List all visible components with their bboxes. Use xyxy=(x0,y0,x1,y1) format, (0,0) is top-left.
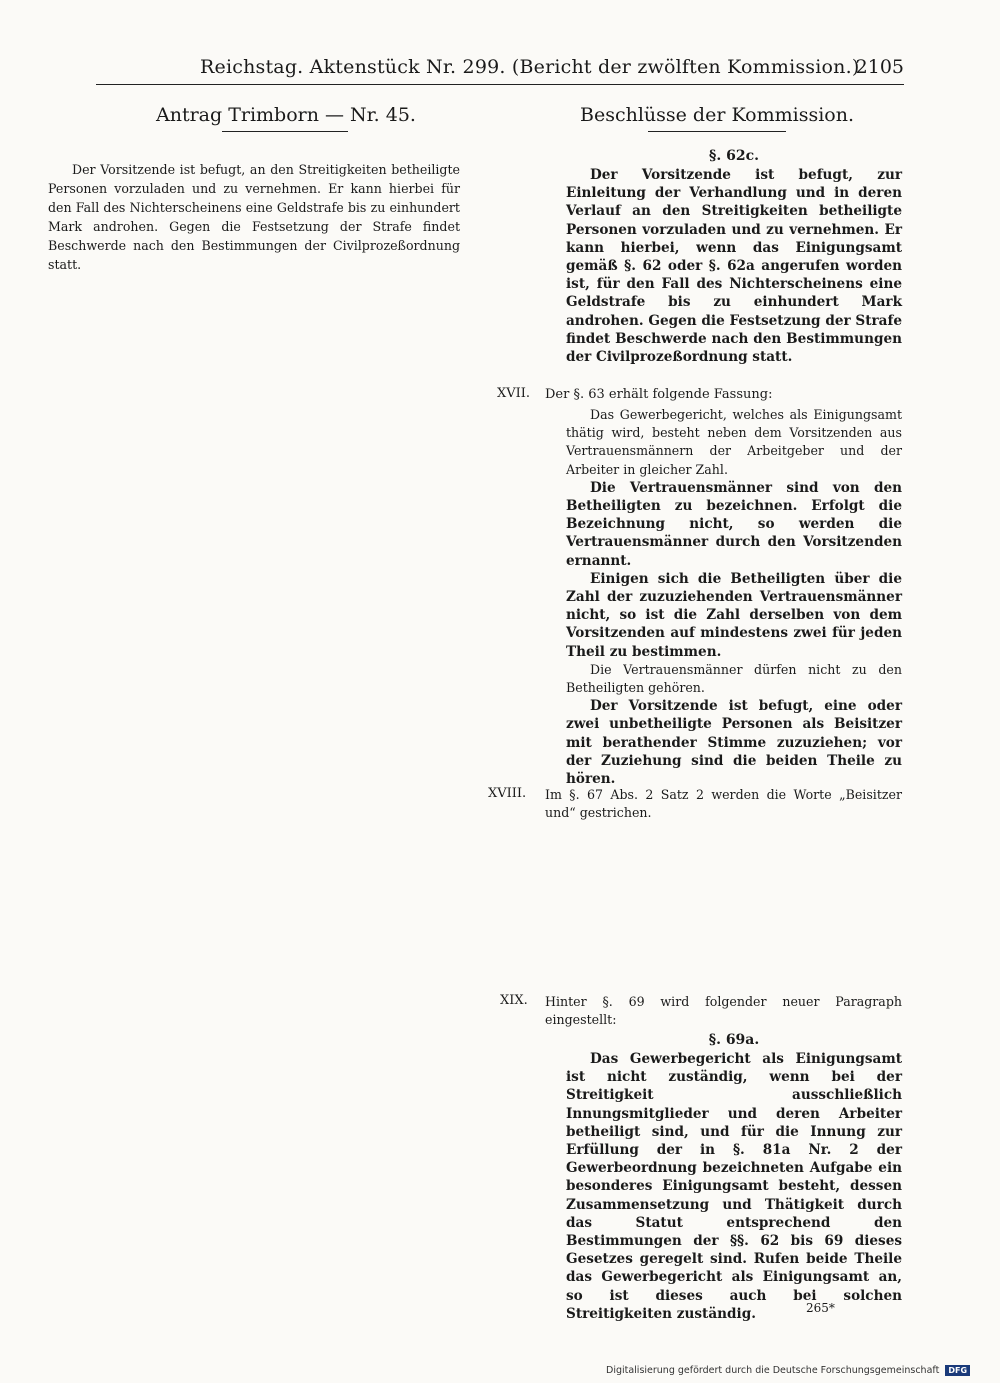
xvii-p1: Das Gewerbegericht, welches als Einigungsamt thätig wird, besteht neben dem Vorsitzenden aus Vertrauensmännern der Arbeitgeber und der Arbeiter in gleicher Zahl. xyxy=(566,407,902,477)
section-xix xyxy=(545,993,902,1029)
xvii-p3: Einigen sich die Betheiligten über die Zahl der zuzuziehenden Vertrauensmänner nicht, so ist die Zahl derselben von dem Vorsitzenden auf mindestens zwei für jeden Theil zu bestimmen. xyxy=(566,570,902,660)
xvii-p5: Der Vorsitzende ist befugt, eine oder zwei unbetheiligte Personen als Beisitzer mit berathender Stimme zuzuziehen; vor der Zuziehung sind die beiden Theile zu hören. xyxy=(566,698,902,788)
left-column xyxy=(48,160,460,274)
credit-text: Digitalisierung gefördert durch die Deutsche Forschungsgemeinschaft xyxy=(606,1365,940,1376)
section-62c-title: §. 62c. xyxy=(709,148,759,164)
page-header xyxy=(0,56,1000,84)
right-column-heading xyxy=(530,104,904,126)
numeral-xviii: XVIII. xyxy=(488,786,527,801)
sheet-number: 265* xyxy=(806,1301,835,1315)
section-62c xyxy=(566,146,902,366)
numeral-xix: XIX. xyxy=(500,993,528,1008)
section-69a-text: Das Gewerbegericht als Einigungsamt ist nicht zuständig, wenn bei der Streitigkeit ausschließlich Innungsmitglieder und deren Arbeiter betheiligt sind, und für die Innung zur Erfüllung der in §. 81a Nr. 2 der Gewerbeordnung bezeichneten Aufgabe ein besonderes Einigungsamt besteht, dessen Zusammensetzung und Thätigkeit durch das Statut entsprechend den Bestimmungen der §§. 62 bis 69 dieses Gesetzes geregelt sind. Rufen beide Theile das Gewerbegericht als Einigungsamt an, so ist dieses auch bei solchen Streitigkeiten zuständig. xyxy=(566,1051,902,1322)
xvii-p2: Die Vertrauensmänner sind von den Betheiligten zu bezeichnen. Erfolgt die Bezeichnung nicht, so werden die Vertrauensmänner durch den Vorsitzenden ernannt. xyxy=(566,479,902,569)
page-number: 2105 xyxy=(855,56,904,78)
left-column-heading xyxy=(96,104,476,126)
right-heading-text: Beschlüsse der Kommission. xyxy=(580,104,854,126)
xvii-intro: Der §. 63 erhält folgende Fassung: xyxy=(545,387,773,402)
section-xvii-body xyxy=(566,406,902,788)
digitization-credit xyxy=(606,1365,970,1376)
section-69a-title: §. 69a. xyxy=(708,1032,760,1048)
dfg-logo: DFG xyxy=(945,1365,970,1376)
numeral-xvii: XVII. xyxy=(497,386,531,401)
section-62c-text: Der Vorsitzende ist befugt, zur Einleitung der Verhandlung und in deren Verlauf an den Streitigkeiten betheiligte Personen vorzuladen und zu vernehmen. Er kann hierbei, wenn das Einigungsamt gemäß §. 62 oder §. 62a angerufen worden ist, für den Fall des Nichterscheinens eine Geldstrafe bis zu einhundert Mark androhen. Gegen die Festsetzung der Strafe findet Beschwerde nach den Bestimmungen der Civilprozeßordnung statt. xyxy=(566,167,902,366)
section-69a xyxy=(566,1030,902,1323)
header-rule xyxy=(96,84,904,85)
xix-intro: Hinter §. 69 wird folgender neuer Paragraph eingestellt: xyxy=(545,994,902,1028)
left-heading-text: Antrag Trimborn — Nr. 45. xyxy=(156,104,416,126)
right-heading-underline xyxy=(648,131,786,132)
section-xviii xyxy=(545,786,902,822)
section-xvii xyxy=(545,386,902,404)
left-paragraph: Der Vorsitzende ist befugt, an den Streitigkeiten betheiligte Personen vorzuladen und zu vernehmen. Er kann hierbei für den Fall des Nichterscheinens eine Geldstrafe bis zu einhundert Mark androhen. Gegen die Festsetzung der Strafe findet Beschwerde nach den Bestimmungen der Civilprozeßordnung statt. xyxy=(48,162,460,272)
left-heading-underline xyxy=(222,131,348,132)
xviii-text: Im §. 67 Abs. 2 Satz 2 werden die Worte „Beisitzer und“ gestrichen. xyxy=(545,787,902,821)
xvii-p4: Die Vertrauensmänner dürfen nicht zu den Betheiligten gehören. xyxy=(566,661,902,696)
header-title: Reichstag. Aktenstück Nr. 299. (Bericht der zwölften Kommission.) xyxy=(200,56,860,78)
